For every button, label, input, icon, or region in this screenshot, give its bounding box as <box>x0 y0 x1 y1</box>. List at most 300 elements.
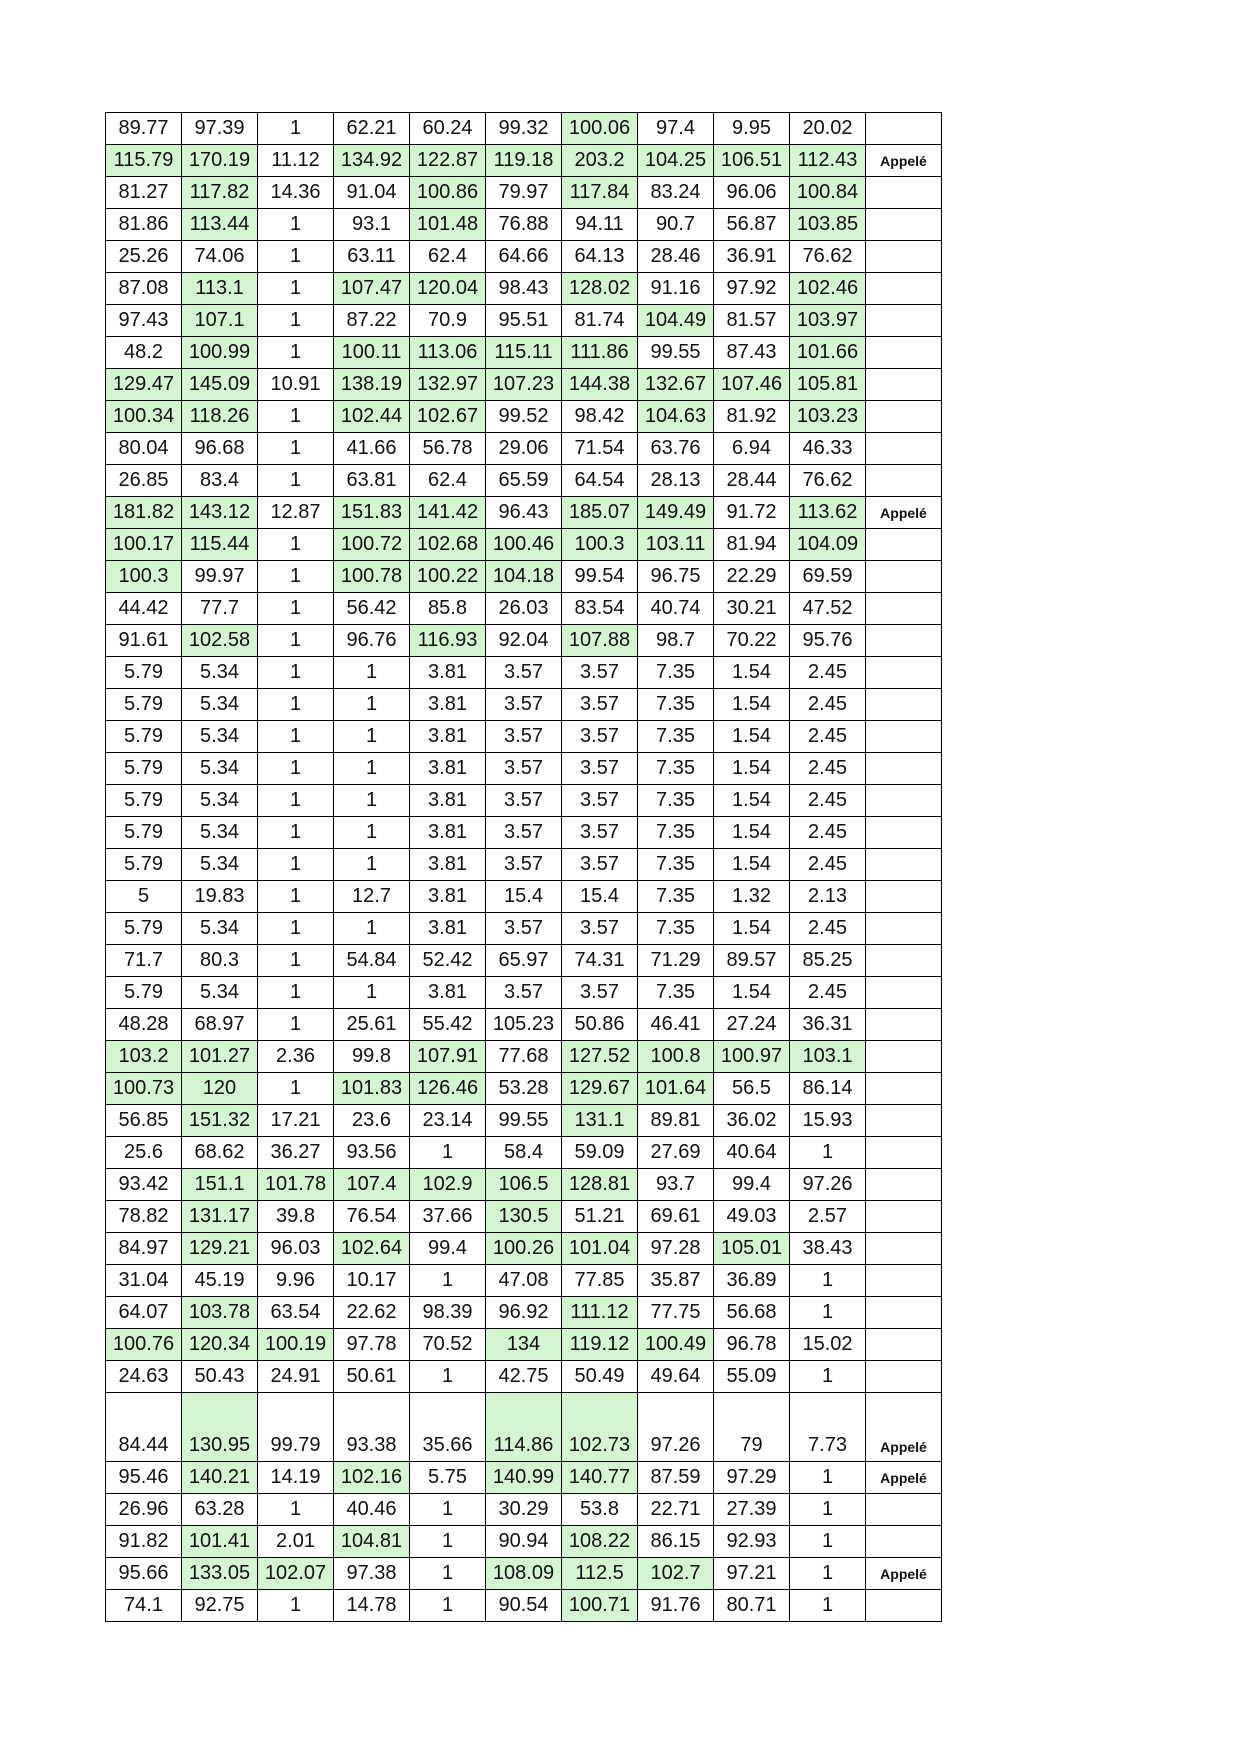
table-cell[interactable]: 120.34 <box>182 1329 258 1361</box>
table-cell[interactable]: 1 <box>258 1073 334 1105</box>
table-cell[interactable]: 19.83 <box>182 881 258 913</box>
table-cell[interactable]: 70.52 <box>410 1329 486 1361</box>
table-cell[interactable]: 127.52 <box>562 1041 638 1073</box>
table-cell[interactable]: 44.42 <box>106 593 182 625</box>
table-cell[interactable]: 22.62 <box>334 1297 410 1329</box>
table-cell[interactable]: 69.61 <box>638 1201 714 1233</box>
table-cell[interactable]: 48.28 <box>106 1009 182 1041</box>
table-cell[interactable]: 92.75 <box>182 1590 258 1622</box>
table-cell[interactable]: 7.73 <box>790 1393 866 1462</box>
table-cell[interactable]: 81.74 <box>562 305 638 337</box>
table-cell[interactable]: 55.42 <box>410 1009 486 1041</box>
table-cell[interactable]: 96.92 <box>486 1297 562 1329</box>
table-cell[interactable]: 104.25 <box>638 145 714 177</box>
table-cell[interactable]: 1 <box>258 1494 334 1526</box>
table-cell[interactable]: 97.29 <box>714 1462 790 1494</box>
table-cell[interactable]: 151.83 <box>334 497 410 529</box>
table-cell[interactable]: 36.89 <box>714 1265 790 1297</box>
table-cell[interactable]: 92.04 <box>486 625 562 657</box>
table-cell[interactable]: 97.26 <box>790 1169 866 1201</box>
table-cell[interactable]: 80.71 <box>714 1590 790 1622</box>
table-cell[interactable]: 68.97 <box>182 1009 258 1041</box>
table-cell[interactable]: 9.95 <box>714 113 790 145</box>
table-cell[interactable]: 36.31 <box>790 1009 866 1041</box>
table-cell[interactable]: 40.74 <box>638 593 714 625</box>
table-cell[interactable]: 1 <box>334 721 410 753</box>
status-note-cell[interactable] <box>866 1233 942 1265</box>
table-cell[interactable]: 3.57 <box>562 721 638 753</box>
table-cell[interactable]: 3.57 <box>562 785 638 817</box>
table-cell[interactable]: 3.57 <box>562 817 638 849</box>
table-cell[interactable]: 203.2 <box>562 145 638 177</box>
table-cell[interactable]: 99.52 <box>486 401 562 433</box>
table-cell[interactable]: 5.75 <box>410 1462 486 1494</box>
table-cell[interactable]: 1 <box>258 657 334 689</box>
table-cell[interactable]: 113.62 <box>790 497 866 529</box>
table-cell[interactable]: 118.26 <box>182 401 258 433</box>
table-cell[interactable]: 79 <box>714 1393 790 1462</box>
table-cell[interactable]: 1.54 <box>714 913 790 945</box>
table-cell[interactable]: 130.5 <box>486 1201 562 1233</box>
table-cell[interactable]: 113.44 <box>182 209 258 241</box>
table-cell[interactable]: 12.7 <box>334 881 410 913</box>
status-note-cell[interactable] <box>866 209 942 241</box>
table-cell[interactable]: 7.35 <box>638 977 714 1009</box>
table-cell[interactable]: 24.91 <box>258 1361 334 1393</box>
table-cell[interactable]: 1 <box>258 689 334 721</box>
table-cell[interactable]: 103.78 <box>182 1297 258 1329</box>
table-cell[interactable]: 76.62 <box>790 241 866 273</box>
table-cell[interactable]: 1.54 <box>714 657 790 689</box>
table-cell[interactable]: 14.19 <box>258 1462 334 1494</box>
table-cell[interactable]: 1 <box>334 689 410 721</box>
table-cell[interactable]: 90.54 <box>486 1590 562 1622</box>
table-cell[interactable]: 131.1 <box>562 1105 638 1137</box>
table-cell[interactable]: 5.34 <box>182 977 258 1009</box>
table-cell[interactable]: 1.54 <box>714 785 790 817</box>
table-cell[interactable]: 3.81 <box>410 721 486 753</box>
table-cell[interactable]: 101.64 <box>638 1073 714 1105</box>
table-cell[interactable]: 3.57 <box>562 977 638 1009</box>
table-cell[interactable]: 17.21 <box>258 1105 334 1137</box>
table-cell[interactable]: 77.75 <box>638 1297 714 1329</box>
table-cell[interactable]: 5.34 <box>182 785 258 817</box>
table-cell[interactable]: 28.46 <box>638 241 714 273</box>
table-cell[interactable]: 119.18 <box>486 145 562 177</box>
table-cell[interactable]: 99.32 <box>486 113 562 145</box>
table-cell[interactable]: 151.1 <box>182 1169 258 1201</box>
table-cell[interactable]: 106.51 <box>714 145 790 177</box>
table-cell[interactable]: 1 <box>258 753 334 785</box>
table-cell[interactable]: 27.24 <box>714 1009 790 1041</box>
table-cell[interactable]: 15.02 <box>790 1329 866 1361</box>
table-cell[interactable]: 91.82 <box>106 1526 182 1558</box>
status-note-cell[interactable] <box>866 1041 942 1073</box>
table-cell[interactable]: 100.49 <box>638 1329 714 1361</box>
table-cell[interactable]: 151.32 <box>182 1105 258 1137</box>
table-cell[interactable]: 134 <box>486 1329 562 1361</box>
table-cell[interactable]: 101.83 <box>334 1073 410 1105</box>
table-cell[interactable]: 91.04 <box>334 177 410 209</box>
table-cell[interactable]: 103.85 <box>790 209 866 241</box>
status-note-cell[interactable] <box>866 1137 942 1169</box>
table-cell[interactable]: 120.04 <box>410 273 486 305</box>
table-cell[interactable]: 108.22 <box>562 1526 638 1558</box>
status-note-cell[interactable] <box>866 241 942 273</box>
table-cell[interactable]: 1 <box>410 1494 486 1526</box>
table-cell[interactable]: 31.04 <box>106 1265 182 1297</box>
table-cell[interactable]: 1 <box>410 1361 486 1393</box>
status-note-cell[interactable] <box>866 593 942 625</box>
status-note-cell[interactable] <box>866 1073 942 1105</box>
table-cell[interactable]: 1 <box>334 753 410 785</box>
table-cell[interactable]: 23.14 <box>410 1105 486 1137</box>
table-cell[interactable]: 2.45 <box>790 657 866 689</box>
table-cell[interactable]: 103.1 <box>790 1041 866 1073</box>
table-cell[interactable]: 102.07 <box>258 1558 334 1590</box>
table-cell[interactable]: 40.64 <box>714 1137 790 1169</box>
table-cell[interactable]: 101.48 <box>410 209 486 241</box>
table-cell[interactable]: 140.99 <box>486 1462 562 1494</box>
table-cell[interactable]: 47.08 <box>486 1265 562 1297</box>
table-cell[interactable]: 2.13 <box>790 881 866 913</box>
status-note-cell[interactable] <box>866 817 942 849</box>
table-cell[interactable]: 7.35 <box>638 689 714 721</box>
table-cell[interactable]: 64.54 <box>562 465 638 497</box>
table-cell[interactable]: 104.63 <box>638 401 714 433</box>
table-cell[interactable]: 1 <box>258 785 334 817</box>
table-cell[interactable]: 3.81 <box>410 817 486 849</box>
table-cell[interactable]: 56.78 <box>410 433 486 465</box>
table-cell[interactable]: 5.34 <box>182 657 258 689</box>
table-cell[interactable]: 71.29 <box>638 945 714 977</box>
table-cell[interactable]: 1 <box>258 305 334 337</box>
table-cell[interactable]: 71.54 <box>562 433 638 465</box>
table-cell[interactable]: 77.7 <box>182 593 258 625</box>
table-cell[interactable]: 81.86 <box>106 209 182 241</box>
table-cell[interactable]: 107.47 <box>334 273 410 305</box>
table-cell[interactable]: 3.57 <box>486 785 562 817</box>
table-cell[interactable]: 3.81 <box>410 977 486 1009</box>
table-cell[interactable]: 130.95 <box>182 1393 258 1462</box>
table-cell[interactable]: 48.2 <box>106 337 182 369</box>
status-note-cell[interactable]: Appelé <box>866 1558 942 1590</box>
table-cell[interactable]: 98.7 <box>638 625 714 657</box>
status-note-cell[interactable] <box>866 1526 942 1558</box>
table-cell[interactable]: 87.59 <box>638 1462 714 1494</box>
table-cell[interactable]: 1 <box>790 1462 866 1494</box>
table-cell[interactable]: 138.19 <box>334 369 410 401</box>
table-cell[interactable]: 98.43 <box>486 273 562 305</box>
table-cell[interactable]: 115.11 <box>486 337 562 369</box>
table-cell[interactable]: 101.27 <box>182 1041 258 1073</box>
table-cell[interactable]: 3.57 <box>486 657 562 689</box>
table-cell[interactable]: 1 <box>410 1558 486 1590</box>
table-cell[interactable]: 99.8 <box>334 1041 410 1073</box>
table-cell[interactable]: 115.44 <box>182 529 258 561</box>
table-cell[interactable]: 62.4 <box>410 465 486 497</box>
status-note-cell[interactable] <box>866 1494 942 1526</box>
table-cell[interactable]: 63.54 <box>258 1297 334 1329</box>
table-cell[interactable]: 83.54 <box>562 593 638 625</box>
table-cell[interactable]: 55.09 <box>714 1361 790 1393</box>
table-cell[interactable]: 99.79 <box>258 1393 334 1462</box>
table-cell[interactable]: 7.35 <box>638 913 714 945</box>
table-cell[interactable]: 1 <box>258 401 334 433</box>
table-cell[interactable]: 7.35 <box>638 785 714 817</box>
table-cell[interactable]: 104.18 <box>486 561 562 593</box>
table-cell[interactable]: 181.82 <box>106 497 182 529</box>
table-cell[interactable]: 143.12 <box>182 497 258 529</box>
table-cell[interactable]: 96.78 <box>714 1329 790 1361</box>
table-cell[interactable]: 87.22 <box>334 305 410 337</box>
status-note-cell[interactable] <box>866 945 942 977</box>
table-cell[interactable]: 100.76 <box>106 1329 182 1361</box>
table-cell[interactable]: 22.29 <box>714 561 790 593</box>
table-cell[interactable]: 112.5 <box>562 1558 638 1590</box>
table-cell[interactable]: 5.34 <box>182 849 258 881</box>
table-cell[interactable]: 3.57 <box>486 689 562 721</box>
table-cell[interactable]: 97.92 <box>714 273 790 305</box>
table-cell[interactable]: 76.88 <box>486 209 562 241</box>
status-note-cell[interactable] <box>866 305 942 337</box>
table-cell[interactable]: 2.45 <box>790 977 866 1009</box>
table-cell[interactable]: 77.68 <box>486 1041 562 1073</box>
table-cell[interactable]: 100.99 <box>182 337 258 369</box>
table-cell[interactable]: 93.38 <box>334 1393 410 1462</box>
status-note-cell[interactable] <box>866 881 942 913</box>
table-cell[interactable]: 107.88 <box>562 625 638 657</box>
table-cell[interactable]: 7.35 <box>638 849 714 881</box>
table-cell[interactable]: 68.62 <box>182 1137 258 1169</box>
table-cell[interactable]: 2.36 <box>258 1041 334 1073</box>
status-note-cell[interactable] <box>866 657 942 689</box>
table-cell[interactable]: 86.15 <box>638 1526 714 1558</box>
table-cell[interactable]: 96.75 <box>638 561 714 593</box>
table-cell[interactable]: 7.35 <box>638 881 714 913</box>
table-cell[interactable]: 107.23 <box>486 369 562 401</box>
table-cell[interactable]: 2.45 <box>790 817 866 849</box>
table-cell[interactable]: 81.92 <box>714 401 790 433</box>
table-cell[interactable]: 6.94 <box>714 433 790 465</box>
table-cell[interactable]: 78.82 <box>106 1201 182 1233</box>
table-cell[interactable]: 38.43 <box>790 1233 866 1265</box>
table-cell[interactable]: 100.3 <box>562 529 638 561</box>
table-cell[interactable]: 2.45 <box>790 785 866 817</box>
status-note-cell[interactable] <box>866 369 942 401</box>
table-cell[interactable]: 5.34 <box>182 689 258 721</box>
table-cell[interactable]: 81.94 <box>714 529 790 561</box>
table-cell[interactable]: 41.66 <box>334 433 410 465</box>
table-cell[interactable]: 103.23 <box>790 401 866 433</box>
table-cell[interactable]: 100.26 <box>486 1233 562 1265</box>
table-cell[interactable]: 98.39 <box>410 1297 486 1329</box>
table-cell[interactable]: 15.4 <box>486 881 562 913</box>
table-cell[interactable]: 3.57 <box>562 753 638 785</box>
table-cell[interactable]: 89.81 <box>638 1105 714 1137</box>
status-note-cell[interactable] <box>866 1361 942 1393</box>
table-cell[interactable]: 1.54 <box>714 753 790 785</box>
table-cell[interactable]: 144.38 <box>562 369 638 401</box>
table-cell[interactable]: 40.46 <box>334 1494 410 1526</box>
table-cell[interactable]: 2.45 <box>790 753 866 785</box>
table-cell[interactable]: 100.73 <box>106 1073 182 1105</box>
table-cell[interactable]: 1 <box>258 625 334 657</box>
table-cell[interactable]: 141.42 <box>410 497 486 529</box>
table-cell[interactable]: 111.12 <box>562 1297 638 1329</box>
table-cell[interactable]: 50.49 <box>562 1361 638 1393</box>
table-cell[interactable]: 2.45 <box>790 913 866 945</box>
table-cell[interactable]: 97.26 <box>638 1393 714 1462</box>
table-cell[interactable]: 128.02 <box>562 273 638 305</box>
table-cell[interactable]: 113.06 <box>410 337 486 369</box>
table-cell[interactable]: 97.38 <box>334 1558 410 1590</box>
table-cell[interactable]: 96.43 <box>486 497 562 529</box>
table-cell[interactable]: 1 <box>258 337 334 369</box>
table-cell[interactable]: 102.58 <box>182 625 258 657</box>
table-cell[interactable]: 79.97 <box>486 177 562 209</box>
table-cell[interactable]: 95.51 <box>486 305 562 337</box>
table-cell[interactable]: 86.14 <box>790 1073 866 1105</box>
table-cell[interactable]: 129.47 <box>106 369 182 401</box>
table-cell[interactable]: 28.44 <box>714 465 790 497</box>
table-cell[interactable]: 26.03 <box>486 593 562 625</box>
table-cell[interactable]: 76.62 <box>790 465 866 497</box>
table-cell[interactable]: 5.79 <box>106 817 182 849</box>
status-note-cell[interactable] <box>866 1169 942 1201</box>
status-note-cell[interactable] <box>866 625 942 657</box>
table-cell[interactable]: 1.54 <box>714 721 790 753</box>
status-note-cell[interactable] <box>866 433 942 465</box>
table-cell[interactable]: 3.57 <box>562 657 638 689</box>
table-cell[interactable]: 3.81 <box>410 689 486 721</box>
table-cell[interactable]: 56.5 <box>714 1073 790 1105</box>
table-cell[interactable]: 85.25 <box>790 945 866 977</box>
table-cell[interactable]: 93.42 <box>106 1169 182 1201</box>
table-cell[interactable]: 5.79 <box>106 721 182 753</box>
table-cell[interactable]: 100.78 <box>334 561 410 593</box>
table-cell[interactable]: 140.21 <box>182 1462 258 1494</box>
table-cell[interactable]: 107.1 <box>182 305 258 337</box>
table-cell[interactable]: 1 <box>258 1590 334 1622</box>
table-cell[interactable]: 92.93 <box>714 1526 790 1558</box>
table-cell[interactable]: 115.79 <box>106 145 182 177</box>
table-cell[interactable]: 74.06 <box>182 241 258 273</box>
table-cell[interactable]: 170.19 <box>182 145 258 177</box>
table-cell[interactable]: 1 <box>258 113 334 145</box>
table-cell[interactable]: 24.63 <box>106 1361 182 1393</box>
status-note-cell[interactable]: Appelé <box>866 497 942 529</box>
table-cell[interactable]: 3.57 <box>486 753 562 785</box>
table-cell[interactable]: 1 <box>258 273 334 305</box>
table-cell[interactable]: 1 <box>790 1494 866 1526</box>
table-cell[interactable]: 56.85 <box>106 1105 182 1137</box>
table-cell[interactable]: 128.81 <box>562 1169 638 1201</box>
table-cell[interactable]: 3.81 <box>410 849 486 881</box>
table-cell[interactable]: 15.4 <box>562 881 638 913</box>
table-cell[interactable]: 1 <box>258 561 334 593</box>
table-cell[interactable]: 28.13 <box>638 465 714 497</box>
status-note-cell[interactable] <box>866 1329 942 1361</box>
table-cell[interactable]: 102.16 <box>334 1462 410 1494</box>
table-cell[interactable]: 12.87 <box>258 497 334 529</box>
table-cell[interactable]: 52.42 <box>410 945 486 977</box>
table-cell[interactable]: 23.6 <box>334 1105 410 1137</box>
table-cell[interactable]: 3.57 <box>562 849 638 881</box>
table-cell[interactable]: 3.81 <box>410 913 486 945</box>
table-cell[interactable]: 63.76 <box>638 433 714 465</box>
table-cell[interactable]: 114.86 <box>486 1393 562 1462</box>
table-cell[interactable]: 1 <box>258 593 334 625</box>
table-cell[interactable]: 80.3 <box>182 945 258 977</box>
table-cell[interactable]: 3.57 <box>486 913 562 945</box>
table-cell[interactable]: 102.64 <box>334 1233 410 1265</box>
status-note-cell[interactable] <box>866 337 942 369</box>
table-cell[interactable]: 102.9 <box>410 1169 486 1201</box>
table-cell[interactable]: 104.81 <box>334 1526 410 1558</box>
table-cell[interactable]: 91.76 <box>638 1590 714 1622</box>
table-cell[interactable]: 84.97 <box>106 1233 182 1265</box>
table-cell[interactable]: 15.93 <box>790 1105 866 1137</box>
table-cell[interactable]: 29.06 <box>486 433 562 465</box>
table-cell[interactable]: 119.12 <box>562 1329 638 1361</box>
table-cell[interactable]: 185.07 <box>562 497 638 529</box>
table-cell[interactable]: 102.67 <box>410 401 486 433</box>
table-cell[interactable]: 1 <box>258 721 334 753</box>
table-cell[interactable]: 149.49 <box>638 497 714 529</box>
table-cell[interactable]: 58.4 <box>486 1137 562 1169</box>
table-cell[interactable]: 50.61 <box>334 1361 410 1393</box>
status-note-cell[interactable] <box>866 1201 942 1233</box>
table-cell[interactable]: 35.87 <box>638 1265 714 1297</box>
table-cell[interactable]: 107.91 <box>410 1041 486 1073</box>
table-cell[interactable]: 5.34 <box>182 913 258 945</box>
table-cell[interactable]: 91.61 <box>106 625 182 657</box>
table-cell[interactable]: 112.43 <box>790 145 866 177</box>
table-cell[interactable]: 30.29 <box>486 1494 562 1526</box>
table-cell[interactable]: 62.21 <box>334 113 410 145</box>
table-cell[interactable]: 89.57 <box>714 945 790 977</box>
table-cell[interactable]: 35.66 <box>410 1393 486 1462</box>
status-note-cell[interactable] <box>866 785 942 817</box>
table-cell[interactable]: 107.4 <box>334 1169 410 1201</box>
table-cell[interactable]: 50.43 <box>182 1361 258 1393</box>
table-cell[interactable]: 53.8 <box>562 1494 638 1526</box>
table-cell[interactable]: 64.66 <box>486 241 562 273</box>
table-cell[interactable]: 27.69 <box>638 1137 714 1169</box>
table-cell[interactable]: 95.76 <box>790 625 866 657</box>
table-cell[interactable]: 126.46 <box>410 1073 486 1105</box>
table-cell[interactable]: 1 <box>410 1137 486 1169</box>
status-note-cell[interactable] <box>866 529 942 561</box>
status-note-cell[interactable] <box>866 273 942 305</box>
table-cell[interactable]: 99.54 <box>562 561 638 593</box>
table-cell[interactable]: 26.85 <box>106 465 182 497</box>
status-note-cell[interactable] <box>866 1265 942 1297</box>
status-note-cell[interactable] <box>866 177 942 209</box>
table-cell[interactable]: 74.1 <box>106 1590 182 1622</box>
table-cell[interactable]: 25.26 <box>106 241 182 273</box>
table-cell[interactable]: 94.11 <box>562 209 638 241</box>
table-cell[interactable]: 71.7 <box>106 945 182 977</box>
table-cell[interactable]: 63.28 <box>182 1494 258 1526</box>
table-cell[interactable]: 7.35 <box>638 657 714 689</box>
table-cell[interactable]: 45.19 <box>182 1265 258 1297</box>
table-cell[interactable]: 80.04 <box>106 433 182 465</box>
table-cell[interactable]: 117.84 <box>562 177 638 209</box>
table-cell[interactable]: 54.84 <box>334 945 410 977</box>
table-cell[interactable]: 70.9 <box>410 305 486 337</box>
